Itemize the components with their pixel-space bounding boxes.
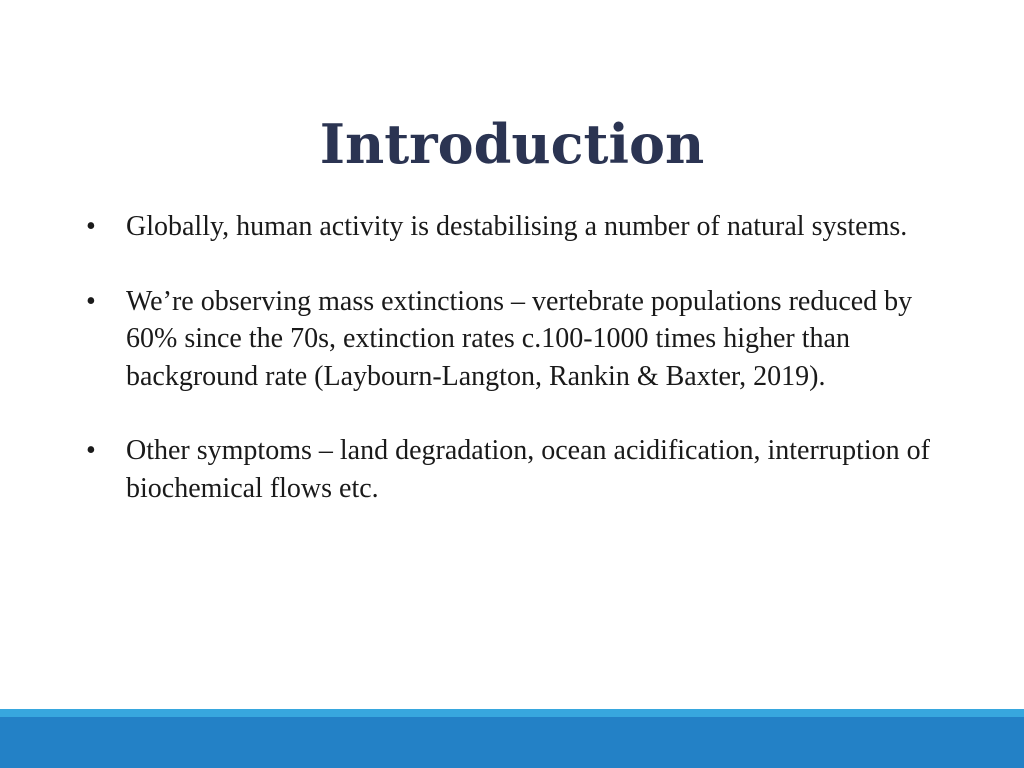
bullet-text: Other symptoms – land degradation, ocean acidification, interruption of biochemical flows etc. — [126, 435, 930, 504]
footer-accent-bar — [0, 709, 1024, 717]
bullet-text: Globally, human activity is destabilising a number of natural systems. — [126, 211, 908, 242]
bullet-item — [86, 432, 946, 507]
bullet-marker: • — [86, 435, 96, 466]
bullet-marker: • — [86, 211, 96, 242]
footer-bar — [0, 717, 1024, 768]
bullet-marker: • — [86, 285, 96, 317]
bullet-text: We’re observing mass extinctions – vertebrate populations reduced by 60% since the 70s, extinction rates c.100-1000 times higher than background rate (Laybourn-Langton, Rankin & Baxter, 2019). — [126, 285, 913, 392]
bullet-item — [86, 283, 946, 396]
bullet-item — [86, 208, 946, 246]
bullet-list — [86, 208, 946, 507]
slide-title: Introduction — [319, 112, 705, 176]
